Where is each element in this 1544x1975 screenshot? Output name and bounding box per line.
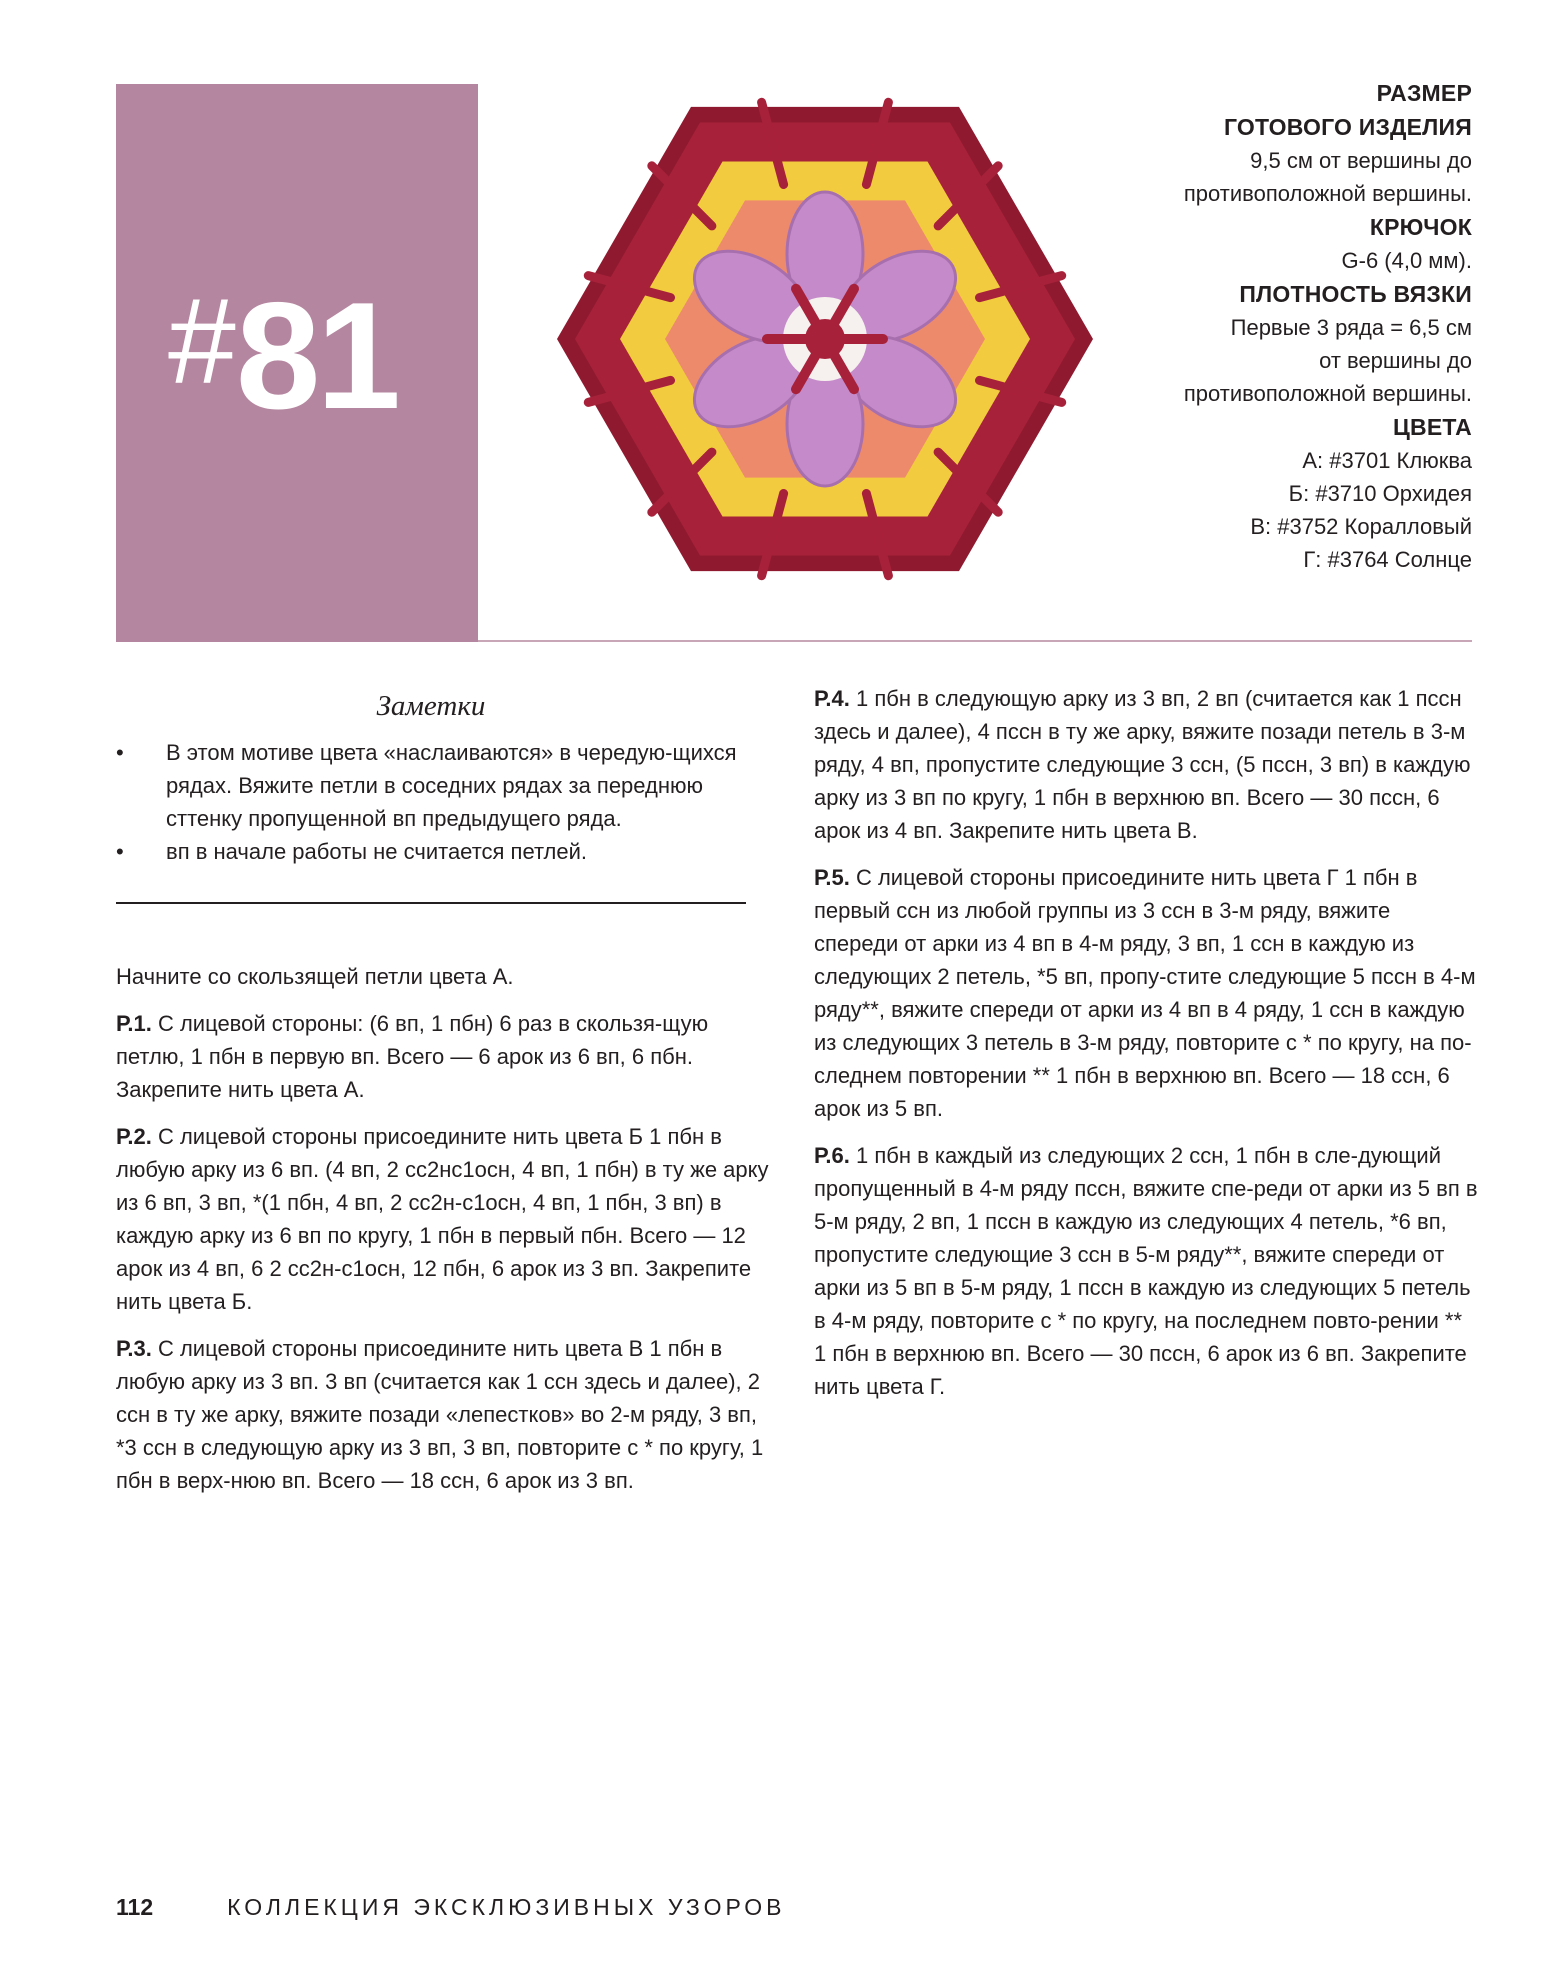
round-text: С лицевой стороны присоедините нить цвета Б 1 пбн в любую арку из 6 вп. (4 вп, 2 сс2нс1осн, 4 вп, 1 пбн) в ту же арку из 6 вп, 3 вп, *(1 пбн, 4 вп, 2 сс2н-с1осн, 4 вп, 1 пбн, 3 вп) в каждую арку из 6 вп по кругу, 1 пбн в первый пбн. Всего — 12 арок из 4 вп, 6 2 сс2н-с1осн, 12 пбн, 6 арок из 3 вп. Закрепите нить цвета Б. — [116, 1124, 769, 1314]
page-number: 112 — [116, 1894, 154, 1920]
list-item — [116, 736, 780, 835]
round-text: 1 пбн в следующую арку из 3 вп, 2 вп (считается как 1 пссн здесь и далее), 4 пссн в ту же арку, вяжите позади петель в 3-м ряду, 4 вп, пропустите следующие 3 ссн, (5 пссн, 3 вп) в каждую арку из 3 вп по кругу, 1 пбн в верхнюю вп. Всего — 30 пссн, 6 арок из 4 вп. Закрепите нить цвета В. — [814, 686, 1471, 843]
pattern-hash: # — [168, 273, 236, 409]
bullet-icon: • — [116, 740, 124, 765]
book-title: КОЛЛЕКЦИЯ ЭКСКЛЮЗИВНЫХ УЗОРОВ — [227, 1894, 786, 1920]
spec-gauge — [1052, 277, 1472, 410]
spec-heading: КРЮЧОК — [1369, 214, 1472, 240]
list-item — [116, 835, 780, 868]
round-label: Р.6. — [814, 1143, 850, 1168]
pattern-digits: 81 — [235, 271, 397, 441]
round-label: Р.1. — [116, 1011, 152, 1036]
spec-value: G-6 (4,0 мм). — [1341, 248, 1472, 273]
spec-value: противоположной вершины. — [1183, 381, 1472, 406]
spec-value: Б: #3710 Орхидея — [1288, 481, 1472, 506]
round-label: Р.2. — [116, 1124, 152, 1149]
spec-hook — [1052, 210, 1472, 277]
header-divider — [478, 640, 1472, 642]
spec-value: 9,5 см от вершины до — [1250, 148, 1472, 173]
round-label: Р.4. — [814, 686, 850, 711]
round-2 — [116, 1120, 780, 1318]
spec-colors — [1052, 410, 1472, 576]
note-text: вп в начале работы не считается петлей. — [166, 839, 588, 864]
round-5 — [814, 861, 1480, 1125]
pattern-number-block — [116, 84, 478, 642]
right-column — [814, 682, 1480, 1417]
round-text: 1 пбн в каждый из следующих 2 ссн, 1 пбн в сле-дующий пропущенный в 4-м ряду пссн, вяжите спе-реди от арки из 5 вп в 5-м ряду, 2 вп, 1 пссн в каждую из следующих 4 петель, *6 вп, пропустите следующие 3 ссн в 5-м ряду**, вяжите спереди от арки из 5 вп в 5-м ряду, 1 пссн в каждую из следующих 5 петель в 4-м ряду, повторите с * по кругу, на последнем повто-рении ** 1 пбн в верхнюю вп. Всего — 30 пссн, 6 арок из 6 вп. Закрепите нить цвета Г. — [814, 1143, 1478, 1399]
intro-text: Начните со скользящей петли цвета А. — [116, 964, 514, 989]
pattern-number — [168, 271, 397, 441]
round-1 — [116, 1007, 780, 1106]
round-text: С лицевой стороны: (6 вп, 1 пбн) 6 раз в скользя-щую петлю, 1 пбн в первую вп. Всего — 6 арок из 6 вп, 6 пбн. Закрепите нить цвета А. — [116, 1011, 709, 1102]
spec-value: В: #3752 Коралловый — [1250, 514, 1472, 539]
notes-title: Заметки — [376, 690, 486, 722]
round-text: С лицевой стороны присоедините нить цвета Г 1 пбн в первый ссн из любой группы из 3 ссн в 3-м ряду, вяжите спереди от арки из 4 вп в 4-м ряду, 3 вп, 1 ссн в каждую из следующих 2 петель, *5 вп, пропу-стите следующие 5 пссн в 4-м ряду**, вяжите спереди от арки из 4 вп в 4 ряду, 1 ссн в каждую из следующих 3 петель в 3-м ряду, повторите с * по кругу, на по-следнем повторении ** 1 пбн в верхнюю вп. Всего — 18 ссн, 6 арок из 5 вп. — [814, 865, 1476, 1121]
spec-heading: ГОТОВОГО ИЗДЕЛИЯ — [1223, 114, 1472, 140]
round-3 — [116, 1332, 780, 1497]
round-label: Р.5. — [814, 865, 850, 890]
spec-value: от вершины до — [1319, 348, 1472, 373]
page-footer — [116, 1894, 786, 1921]
spec-value: противоположной вершины. — [1183, 181, 1472, 206]
spec-heading: ПЛОТНОСТЬ ВЯЗКИ — [1239, 281, 1472, 307]
specs-panel — [1052, 76, 1472, 576]
notes-list — [116, 736, 780, 868]
left-column — [116, 686, 780, 1511]
note-text: В этом мотиве цвета «наслаиваются» в чередую-щихся рядах. Вяжите петли в соседних рядах за переднюю сттенку пропущенной вп предыдущего ряда. — [166, 740, 737, 831]
crochet-motif-image — [520, 74, 1130, 604]
spec-value: Первые 3 ряда = 6,5 см — [1230, 315, 1472, 340]
round-text: С лицевой стороны присоедините нить цвета В 1 пбн в любую арку из 3 вп. 3 вп (считается как 1 ссн здесь и далее), 2 ссн в ту же арку, вяжите позади «лепестков» во 2-м ряду, 3 вп, *3 ссн в следующую арку из 3 вп, 3 вп, повторите с * по кругу, 1 пбн в верх-нюю вп. Всего — 18 ссн, 6 арок из 3 вп. — [116, 1336, 764, 1493]
round-6 — [814, 1139, 1480, 1403]
round-label: Р.3. — [116, 1336, 152, 1361]
spec-heading: РАЗМЕР — [1376, 80, 1472, 106]
motif-center-ring — [805, 319, 845, 359]
spec-value: А: #3701 Клюква — [1302, 448, 1472, 473]
bullet-icon: • — [116, 839, 124, 864]
notes-divider — [116, 902, 746, 904]
round-4 — [814, 682, 1480, 847]
spec-heading: ЦВЕТА — [1393, 414, 1472, 440]
spec-value: Г: #3764 Солнце — [1303, 547, 1472, 572]
spec-size — [1052, 76, 1472, 210]
